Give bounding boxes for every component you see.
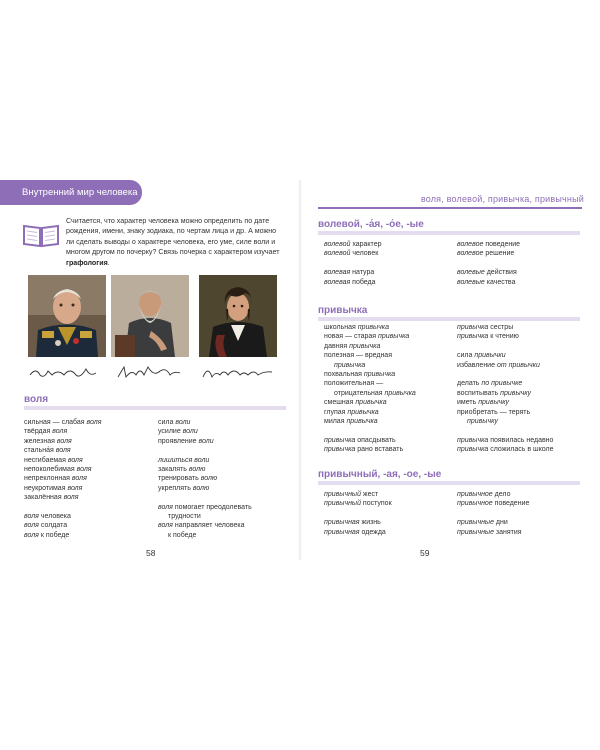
entry-text: давняя [324,342,350,350]
entry-text: решение [483,250,515,258]
entry-text: победа [350,278,376,286]
signature-tolstoy [114,363,184,381]
entry-row [457,528,587,537]
entry-row [24,465,154,474]
entry-row [324,445,454,454]
entry-text: одежда [359,528,386,536]
entry-row [457,518,587,527]
entry-row [324,278,454,287]
chapter-tab: Внутренний мир человека [0,180,142,205]
entry-row [324,518,454,527]
intro-term-end: . [107,258,110,267]
entry-row [457,398,595,407]
volevoy-column-1 [324,240,454,287]
entry-row [158,474,288,483]
entry-row [457,361,595,370]
entry-text: милая [324,417,347,425]
entry-row [324,351,454,360]
entry-row [457,332,595,341]
entry-keyword: привычку [478,399,510,407]
left-page [0,180,300,560]
entry-keyword: волевые [457,269,485,277]
entry-row [324,342,454,351]
entry-keyword: привычка [457,446,489,454]
entry-row [158,465,288,474]
entry-text: новая — старая [324,333,379,341]
entry-text: направляет человека [172,522,245,530]
entry-keyword: воля [158,522,173,530]
entry-keyword: привычка [324,436,356,444]
entry-keyword: воля [67,484,83,492]
entry-text: человека [38,512,71,520]
entry-text: качества [484,278,516,286]
entry-keyword: воля [24,512,39,520]
entry-keyword: привычка [378,333,410,341]
entry-keyword: воли [182,428,198,436]
right-page [300,180,600,560]
entry-row [324,389,454,398]
entry-row [24,474,154,483]
entry-text: похвальная [324,370,364,378]
entry-row [457,268,587,277]
privychka-column-2 [457,323,595,454]
entry-keyword: воля [63,494,79,502]
entry-keyword: воля [24,531,39,539]
entry-row [324,528,454,537]
entry-row [24,493,154,502]
entry-keyword: волевая [324,278,351,286]
entry-text: к победе [168,531,197,539]
entry-gap [457,259,587,268]
portrait-kutuzov [28,275,106,357]
entry-keyword: волевое [457,250,484,258]
entry-row [24,427,154,436]
entry-keyword: воля [24,522,39,530]
section-rule [24,406,286,410]
portrait-tolstoy [111,275,189,357]
entry-text: делать [457,380,482,388]
volya-column-2 [158,418,288,540]
entry-text: стальна́я [24,447,56,455]
entry-keyword: привычка [457,333,489,341]
entry-keyword: привычка [349,342,381,350]
entry-row [457,389,595,398]
entry-keyword: воля [56,437,72,445]
privychny-column-2 [457,490,587,537]
entry-text: дело [492,491,511,498]
entry-row [158,512,288,521]
entry-keyword: привычные [457,519,494,527]
entry-keyword: привычка [334,361,366,369]
entry-gap [457,342,595,351]
entry-keyword: воля [52,428,68,436]
entry-row [324,499,454,508]
entry-keyword: привычка [457,436,489,444]
entry-row [457,445,595,454]
entry-row [24,437,154,446]
entry-gap [324,509,454,518]
entry-keyword: воля [86,419,102,426]
entry-row [24,418,154,427]
entry-keyword: воля [76,465,92,473]
entry-keyword: воля [158,503,173,511]
entry-row [24,484,154,493]
entry-gap [158,493,288,502]
entry-text: полезная — вредная [324,352,392,360]
entry-row [457,351,595,360]
portrait-pushkin [199,275,277,357]
section-title-volevoy: волевой, -а́я, -о́е, -ые [318,219,424,230]
entry-gap [158,446,288,455]
entry-row [457,417,595,426]
entry-row [158,531,288,540]
entry-keyword: привычку [500,389,532,397]
entry-row [457,240,587,249]
entry-text: сила [457,352,475,360]
entry-keyword: волевая [324,269,351,277]
entry-row [158,418,288,427]
entry-text: дни [493,519,508,527]
page-number-left: 58 [146,548,156,558]
entry-text: железная [24,437,57,445]
entry-keyword: воля [71,475,87,483]
running-head: воля, волевой, привычка, привычный [420,194,584,204]
book-spread [0,180,600,560]
entry-gap [324,259,454,268]
entry-keyword: привычный [324,491,361,498]
entry-text: проявление [158,437,199,445]
volya-column-1 [24,418,154,540]
entry-row [324,370,454,379]
entry-keyword: привычка [347,408,379,416]
entry-gap [24,503,154,512]
entry-text: тренировать [158,475,201,483]
entry-keyword: привычное [457,500,493,508]
entry-row [324,361,454,370]
entry-keyword: от привычки [496,361,540,369]
entry-text: к победе [38,531,70,539]
entry-text: сложилась в школе [488,446,554,454]
entry-text: закалять [158,465,189,473]
entry-row [457,323,595,332]
intro-term: графология [66,258,108,267]
entry-row [324,240,454,249]
signature-kutuzov [28,363,98,381]
entry-keyword: волю [192,484,210,492]
entry-row [457,490,587,499]
entry-keyword: привычка [457,324,489,331]
running-head-rule [318,207,582,209]
entry-text: сильная — слабая [24,419,87,426]
entry-row [24,531,154,540]
entry-text: положительная — [324,380,384,388]
entry-keyword: привычка [384,389,416,397]
entry-row [24,456,154,465]
section-rule [318,231,580,235]
entry-row [158,456,288,465]
entry-row [457,278,587,287]
entry-row [158,484,288,493]
entry-text: натура [350,269,375,277]
entry-row [158,503,288,512]
entry-text: непоколебимая [24,465,77,473]
entry-gap [457,426,595,435]
entry-row [457,379,595,388]
entry-text: человек [350,250,379,258]
entry-row [24,512,154,521]
entry-keyword: воли [175,419,191,426]
entry-keyword: привычное [457,491,493,498]
open-book-icon [22,222,60,248]
entry-row [457,499,587,508]
entry-keyword: привычные [457,528,494,536]
entry-text: занятия [493,528,522,536]
entry-text: твёрдая [24,428,53,436]
entry-text: непреклонная [24,475,72,483]
entry-keyword: привычку [467,417,498,425]
intro-text: Считается, что характер человека можно определить по дате рождения, имени, знаку зодиака, по чертам лица и др. А можно ли сделать выводы о характере человека, его уме, силе воли и многом другом по почерку? Связь почерка с характером изучает [66,217,280,257]
entry-keyword: привычка [346,417,378,425]
entry-text: избавление [457,361,497,369]
entry-gap [457,509,587,518]
entry-text: характер [350,241,382,248]
entry-row [324,379,454,388]
entry-row [457,249,587,258]
entry-row [158,427,288,436]
entry-text: к чтению [488,333,519,341]
intro-paragraph [66,216,280,268]
entry-keyword: привычный [324,500,361,508]
entry-keyword: привычка [363,370,396,378]
section-title-privychka: привычка [318,305,368,316]
entry-text: поведение [492,500,530,508]
entry-row [324,323,454,332]
volevoy-column-2 [457,240,587,287]
entry-keyword: привычка [355,399,387,407]
entry-keyword: лишиться воли [158,456,210,464]
entry-text: солдата [38,522,68,530]
entry-text: поступок [360,500,392,508]
entry-row [324,417,454,426]
entry-keyword: волевой [324,241,351,248]
section-rule [318,481,580,485]
entry-keyword: привычка [357,324,389,331]
privychny-column-1 [324,490,454,537]
entry-text: действия [484,269,517,277]
entry-text: поведение [483,241,521,248]
entry-row [24,521,154,530]
entry-keyword: волю [188,465,206,473]
entry-text: приобретать — терять [457,408,531,416]
entry-text: рано вставать [355,446,404,454]
signature-pushkin [200,363,276,381]
entry-keyword: привычная [324,519,360,527]
entry-keyword: воли [198,437,214,445]
entry-text: закалённая [24,494,64,502]
entry-text: жизнь [359,519,381,527]
entry-text: сестры [488,324,514,331]
entry-text: смешная [324,399,356,407]
entry-text: появилась недавно [488,436,554,444]
entry-text: иметь [457,399,479,407]
section-title-volya: воля [24,394,49,405]
entry-text: опасдывать [355,436,396,444]
entry-text: отрицательная [334,389,385,397]
entry-text: воспитывать [457,389,501,397]
entry-keyword: волевой [324,250,351,258]
entry-text: несгибаемая [24,456,68,464]
entry-text: помогает преодолевать [172,503,252,511]
entry-row [324,398,454,407]
entry-row [324,436,454,445]
entry-keyword: воля [55,447,71,455]
entry-keyword: волевые [457,278,485,286]
entry-row [24,446,154,455]
entry-keyword: по привычке [481,380,523,388]
entry-text: трудности [168,512,201,520]
section-rule [318,317,580,321]
entry-gap [457,370,595,379]
entry-row [457,408,595,417]
entry-row [324,249,454,258]
entry-row [158,437,288,446]
entry-row [324,490,454,499]
entry-text: жест [360,491,379,498]
entry-text: глупая [324,408,348,416]
entry-keyword: привычка [324,446,356,454]
entry-keyword: воля [67,456,83,464]
entry-text: школьная [324,324,358,331]
entry-keyword: привычная [324,528,360,536]
privychka-column-1 [324,323,454,454]
entry-text: сила [158,419,176,426]
entry-text: укреплять [158,484,193,492]
entry-row [324,332,454,341]
entry-gap [324,426,454,435]
entry-keyword: привычки [474,352,506,360]
entry-text: усилие [158,428,183,436]
entry-row [457,436,595,445]
entry-keyword: волю [200,475,218,483]
section-title-privychny: привычный, -ая, -ое, -ые [318,469,442,480]
entry-row [324,408,454,417]
entry-keyword: волевое [457,241,484,248]
entry-row [324,268,454,277]
entry-text: неукротимая [24,484,68,492]
entry-row [158,521,288,530]
page-number-right: 59 [420,548,430,558]
